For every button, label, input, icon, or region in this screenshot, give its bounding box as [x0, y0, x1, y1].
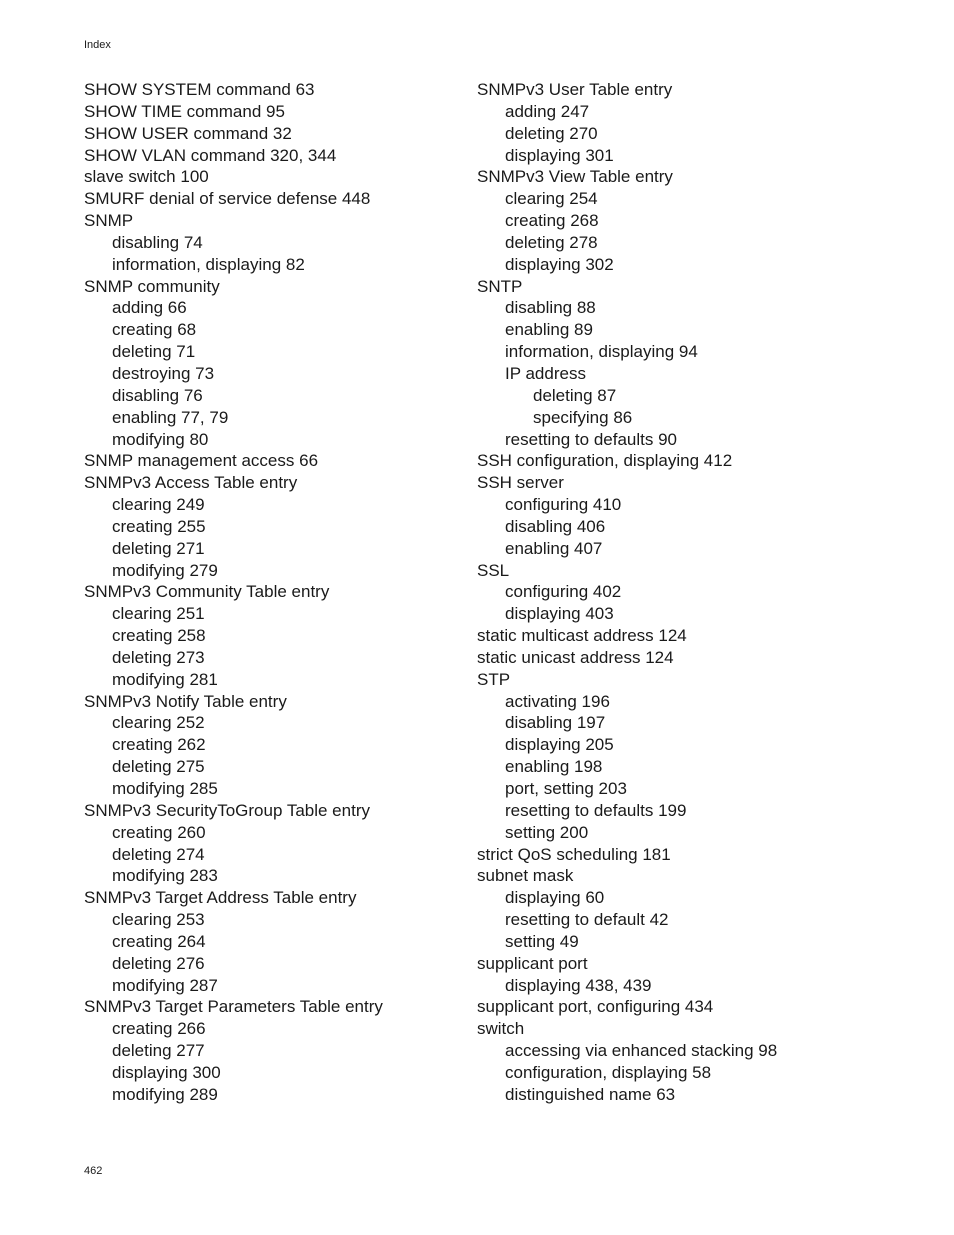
index-entry: SNMPv3 View Table entry: [477, 167, 673, 187]
index-subentry: enabling 407: [505, 538, 603, 558]
index-subentry: modifying 287: [112, 975, 218, 995]
index-subentry: displaying 438, 439: [505, 975, 652, 995]
index-subentry: configuring 402: [505, 582, 622, 602]
index-subentry: displaying 301: [505, 145, 614, 165]
index-subentry: activating 196: [505, 691, 610, 711]
index-entry: subnet mask: [477, 866, 574, 886]
index-subentry: disabling 406: [505, 516, 606, 536]
index-subentry: creating 262: [112, 735, 206, 755]
index-column-right: [477, 79, 897, 1106]
index-subentry: information, displaying 94: [505, 342, 698, 362]
index-entry: SNMP community: [84, 276, 220, 296]
index-subentry: displaying 300: [112, 1062, 221, 1082]
index-subentry: enabling 198: [505, 757, 603, 777]
index-subentry: clearing 253: [112, 910, 205, 930]
index-entry: static unicast address 124: [477, 647, 674, 667]
index-subentry: displaying 60: [505, 888, 605, 908]
index-entry: SNMPv3 Notify Table entry: [84, 691, 287, 711]
index-subentry: configuration, displaying 58: [505, 1062, 712, 1082]
index-entry: SHOW VLAN command 320, 344: [84, 145, 337, 165]
index-entry: SSL: [477, 560, 510, 580]
index-subentry: deleting 276: [112, 953, 205, 973]
index-entry: slave switch 100: [84, 167, 209, 187]
index-subentry: creating 68: [112, 320, 197, 340]
index-subentry: disabling 76: [112, 385, 203, 405]
index-entry: SSH server: [477, 473, 564, 493]
index-entry: SNMPv3 Target Address Table entry: [84, 888, 357, 908]
index-entry: strict QoS scheduling 181: [477, 844, 671, 864]
index-subentry: modifying 289: [112, 1084, 218, 1104]
index-subentry: disabling 197: [505, 713, 606, 733]
index-subentry: setting 200: [505, 822, 589, 842]
index-subentry: resetting to defaults 199: [505, 800, 687, 820]
index-subentry: deleting 273: [112, 647, 205, 667]
index-subentry: modifying 285: [112, 779, 218, 798]
index-subentry: distinguished name 63: [505, 1084, 676, 1104]
index-entry: STP: [477, 669, 511, 689]
index-subentry: clearing 251: [112, 604, 205, 624]
index-subentry: resetting to defaults 90: [505, 429, 678, 449]
index-entry: SSH configuration, displaying 412: [477, 451, 733, 471]
index-subentry: configuring 410: [505, 495, 622, 515]
index-subentry: resetting to default 42: [505, 910, 669, 930]
index-entry: SNMP: [84, 211, 134, 231]
index-subentry: modifying 279: [112, 560, 218, 580]
index-subentry: creating 255: [112, 516, 206, 536]
running-head: Index: [84, 39, 111, 51]
index-entry: static multicast address 124: [477, 626, 687, 646]
index-entry: SNTP: [477, 276, 523, 296]
index-subentry: displaying 403: [505, 604, 614, 624]
index-subentry: clearing 254: [505, 189, 598, 209]
index-subentry: deleting 71: [112, 342, 196, 362]
index-subentry: enabling 77, 79: [112, 407, 229, 427]
index-entry: supplicant port: [477, 953, 588, 973]
index-subentry: displaying 302: [505, 254, 614, 274]
index-entry: SHOW TIME command 95: [84, 101, 285, 121]
index-subentry: accessing via enhanced stacking 98: [505, 1041, 778, 1061]
index-subentry: displaying 205: [505, 735, 614, 755]
index-entry: SHOW USER command 32: [84, 123, 292, 143]
index-subentry: setting 49: [505, 931, 579, 951]
index-subentry: deleting 87: [533, 385, 617, 405]
index-entry: switch: [477, 1019, 525, 1039]
index-subentry: deleting 277: [112, 1041, 205, 1061]
index-subentry: disabling 74: [112, 232, 203, 252]
index-subentry: modifying 281: [112, 669, 218, 689]
index-subentry: enabling 89: [505, 320, 593, 340]
index-subentry: deleting 270: [505, 123, 598, 143]
index-subentry: IP address: [505, 363, 586, 383]
index-subentry: deleting 271: [112, 538, 205, 558]
index-subentry: adding 247: [505, 101, 590, 121]
index-entry: supplicant port, configuring 434: [477, 997, 714, 1017]
index-subentry: modifying 283: [112, 866, 218, 886]
index-subentry: creating 260: [112, 822, 206, 842]
index-entry: SNMPv3 User Table entry: [477, 80, 673, 99]
index-subentry: creating 258: [112, 626, 206, 646]
index-subentry: deleting 275: [112, 757, 205, 777]
index-subentry: modifying 80: [112, 429, 209, 449]
index-subentry: specifying 86: [533, 407, 633, 427]
index-column-left: [84, 79, 464, 1106]
index-entry: SNMP management access 66: [84, 451, 319, 471]
index-entry: SMURF denial of service defense 448: [84, 189, 371, 209]
index-entry: SNMPv3 Target Parameters Table entry: [84, 997, 383, 1017]
index-subentry: destroying 73: [112, 363, 215, 383]
index-entry: SNMPv3 Community Table entry: [84, 582, 330, 602]
page-number: 462: [84, 1165, 103, 1177]
index-subentry: information, displaying 82: [112, 254, 305, 274]
index-entry: SNMPv3 SecurityToGroup Table entry: [84, 800, 370, 820]
index-entry: SHOW SYSTEM command 63: [84, 80, 315, 99]
index-subentry: disabling 88: [505, 298, 596, 318]
index-subentry: deleting 278: [505, 232, 598, 252]
index-subentry: deleting 274: [112, 844, 205, 864]
index-entry: SNMPv3 Access Table entry: [84, 473, 298, 493]
index-subentry: port, setting 203: [505, 779, 627, 798]
index-subentry: clearing 252: [112, 713, 205, 733]
index-subentry: adding 66: [112, 298, 187, 318]
index-subentry: creating 268: [505, 211, 599, 231]
index-subentry: creating 264: [112, 931, 206, 951]
index-subentry: creating 266: [112, 1019, 206, 1039]
index-subentry: clearing 249: [112, 495, 205, 515]
